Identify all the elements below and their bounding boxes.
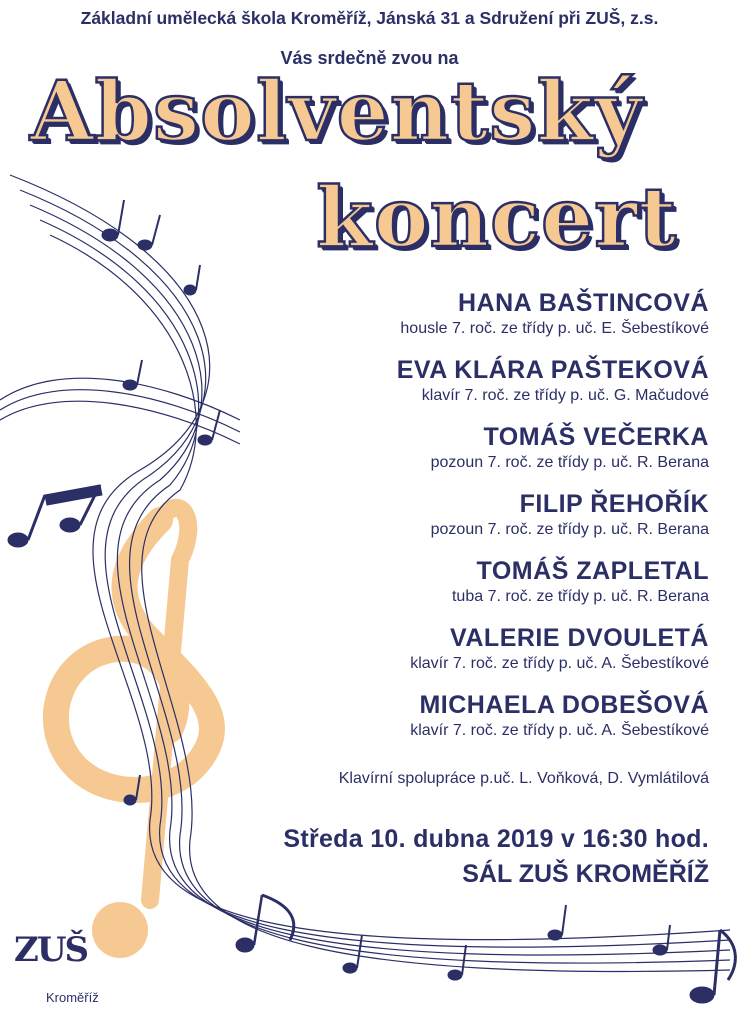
performer-detail: tuba 7. roč. ze třídy p. uč. R. Berana bbox=[451, 588, 709, 605]
performer-item bbox=[397, 355, 709, 422]
performer-item bbox=[397, 690, 709, 757]
title-line-1: Absolventský bbox=[30, 64, 643, 160]
school-logo bbox=[14, 930, 124, 1015]
performer-detail: klavír 7. roč. ze třídy p. uč. A. Šebestíkové bbox=[410, 655, 709, 672]
logo-letters: ZUŠ bbox=[14, 930, 88, 970]
title-line-2: koncert bbox=[316, 170, 678, 266]
performer-list bbox=[397, 288, 709, 757]
performer-name: HANA BAŠTINCOVÁ bbox=[457, 289, 709, 317]
logo-city: Kroměříž bbox=[46, 990, 99, 1005]
performer-detail: klavír 7. roč. ze třídy p. uč. G. Mačudové bbox=[421, 387, 709, 404]
performer-item bbox=[397, 288, 709, 355]
performer-name: VALERIE DVOULETÁ bbox=[450, 624, 709, 652]
performer-name: FILIP ŘEHOŘÍK bbox=[519, 490, 709, 518]
performer-detail: housle 7. roč. ze třídy p. uč. E. Šebestíkové bbox=[400, 320, 709, 337]
organizer-text: Základní umělecká škola Kroměříž, Jánská 31 a Sdružení při ZUŠ, z.s. bbox=[80, 8, 659, 28]
performer-name: TOMÁŠ VEČERKA bbox=[483, 423, 709, 451]
event-date: Středa 10. dubna 2019 v 16:30 hod. bbox=[283, 825, 709, 853]
performer-item bbox=[397, 489, 709, 556]
performer-name: MICHAELA DOBEŠOVÁ bbox=[419, 691, 709, 719]
performer-name: EVA KLÁRA PAŠTEKOVÁ bbox=[396, 356, 709, 384]
performer-item bbox=[397, 556, 709, 623]
performer-detail: pozoun 7. roč. ze třídy p. uč. R. Berana bbox=[430, 521, 709, 538]
performer-detail: pozoun 7. roč. ze třídy p. uč. R. Berana bbox=[430, 454, 709, 471]
performer-detail: klavír 7. roč. ze třídy p. uč. A. Šebestíkové bbox=[410, 722, 709, 739]
performer-name: TOMÁŠ ZAPLETAL bbox=[476, 557, 709, 585]
performer-item bbox=[397, 422, 709, 489]
accompaniment-text: Klavírní spolupráce p.uč. L. Voňková, D. Vymlátilová bbox=[338, 770, 709, 787]
invite-text: Vás srdečně zvou na bbox=[280, 48, 459, 68]
event-venue: SÁL ZUŠ KROMĚŘÍŽ bbox=[462, 860, 709, 888]
performer-item bbox=[397, 623, 709, 690]
